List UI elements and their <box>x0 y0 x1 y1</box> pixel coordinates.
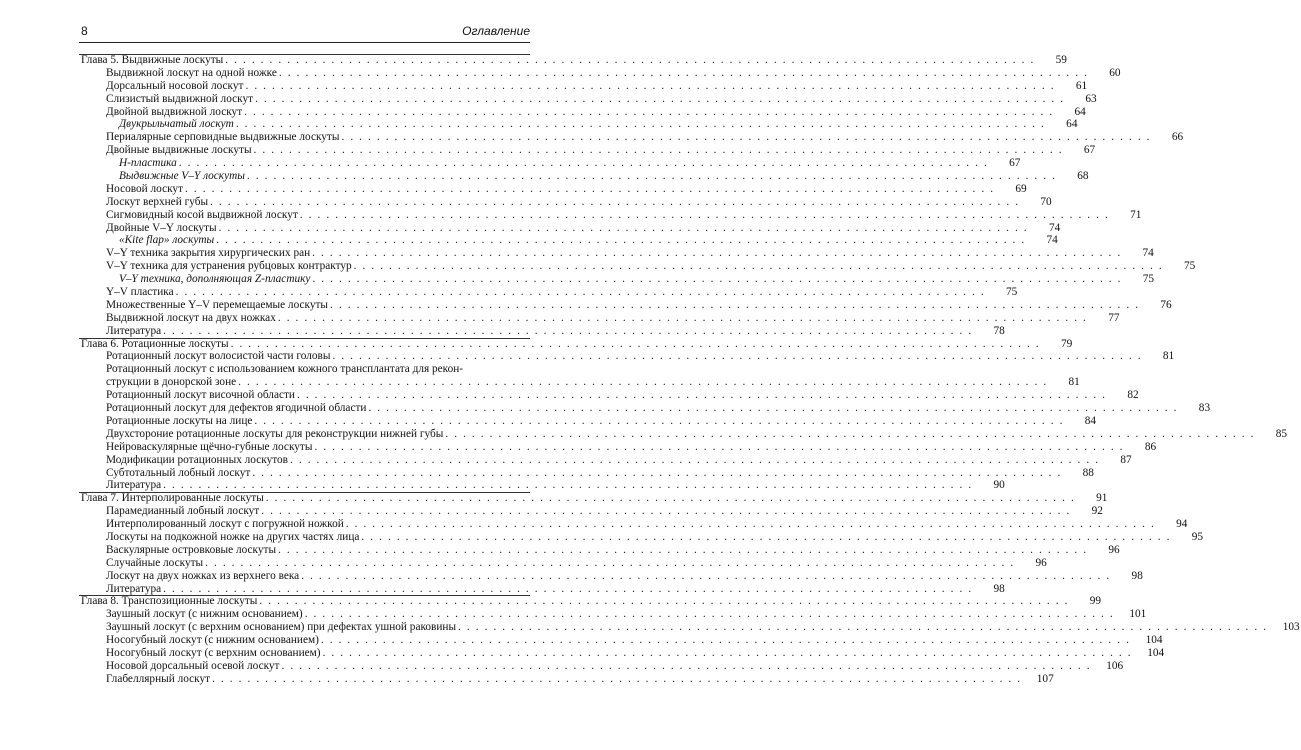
toc-page-number: 79 <box>1060 337 1073 350</box>
toc-entry-title: Заушный лоскут (с нижним основанием) <box>106 608 303 621</box>
toc-entry-title: Глава 7. Интерполированные лоскуты <box>81 492 264 505</box>
toc-entry <box>79 79 1088 93</box>
dot-leader: . . . . . . . . . . . . . . . . . . . . . . . . . . . . . . . . . . . . . . . . . . . . . . . . . . . . . . . . . . . . . . . . . . . . . . . . . . . . . . . . . . . . . . . . . . . . <box>205 556 1015 569</box>
toc-page-number: 77 <box>1108 311 1120 324</box>
toc-entry-title: Литература <box>106 582 162 595</box>
toc-entry-title: Носогубный лоскут (с нижним основанием) <box>106 634 319 647</box>
dot-leader: . . . . . . . . . . . . . . . . . . . . . . . . . . . . . . . . . . . . . . . . . . . . . . . . . . . . . . . . . . . . . . . . . . . . . . . . . . . . . . . . . . . . . . . . . . . . <box>238 376 1048 389</box>
toc-page-number: 60 <box>1109 66 1121 79</box>
toc-entry-title: Нейроваскулярные щёчно-губные лоскуты <box>106 440 313 453</box>
toc-entry <box>79 144 1096 157</box>
toc-entry <box>79 402 1211 415</box>
toc-entry-title: Субтотальный лобный лоскут <box>106 466 251 479</box>
dot-leader: . . . . . . . . . . . . . . . . . . . . . . . . . . . . . . . . . . . . . . . . . . . . . . . . . . . . . . . . . . . . . . . . . . . . . . . . . . . . . . . . . . . . . . . . . . . . <box>361 530 1172 543</box>
dot-leader: . . . . . . . . . . . . . . . . . . . . . . . . . . . . . . . . . . . . . . . . . . . . . . . . . . . . . . . . . . . . . . . . . . . . . . . . . . . . . . . . . . . . . . . . . . . . <box>278 66 1089 79</box>
dot-leader: . . . . . . . . . . . . . . . . . . . . . . . . . . . . . . . . . . . . . . . . . . . . . . . . . . . . . . . . . . . . . . . . . . . . . . . . . . . . . . . . . . . . . . . . . . . . <box>345 518 1156 531</box>
toc-entry <box>79 298 1172 312</box>
toc-entry <box>79 118 1078 131</box>
toc-page-number: 98 <box>993 582 1005 595</box>
chapter-divider <box>79 338 530 339</box>
toc-page-number: 87 <box>1120 453 1132 466</box>
dot-leader: . . . . . . . . . . . . . . . . . . . . . . . . . . . . . . . . . . . . . . . . . . . . . . . . . . . . . . . . . . . . . . . . . . . . . . . . . . . . . . . . . . . . . . . . . . . . <box>304 608 1115 621</box>
toc-page-number: 75 <box>1184 260 1196 273</box>
toc-page-number: 88 <box>1082 466 1094 479</box>
dot-leader: . . . . . . . . . . . . . . . . . . . . . . . . . . . . . . . . . . . . . . . . . . . . . . . . . . . . . . . . . . . . . . . . . . . . . . . . . . . . . . . . . . . . . . . . . . . . <box>341 131 1152 144</box>
dot-leader: . . . . . . . . . . . . . . . . . . . . . . . . . . . . . . . . . . . . . . . . . . . . . . . . . . . . . . . . . . . . . . . . . . . . . . . . . . . . . . . . . . . . . . . . . . . . <box>163 324 973 337</box>
toc-page-number: 68 <box>1077 170 1089 183</box>
toc-entry <box>79 543 1120 557</box>
toc-entry <box>79 105 1086 119</box>
toc-entry-title: Ротационный лоскут волосистой части головы <box>106 350 331 363</box>
toc-entry <box>79 92 1097 106</box>
toc-entry-title: Выдвижные V–Y лоскуты <box>119 170 245 183</box>
toc-page-number: 96 <box>1035 556 1047 569</box>
toc-entry-title: Лоскут на двух ножках из верхнего века <box>106 569 300 582</box>
toc-entry <box>79 440 1157 454</box>
toc-entry-title: Модификации ротационных лоскутов <box>106 453 288 466</box>
toc-entry-title: Носовой дорсальный осевой лоскут <box>106 659 280 672</box>
toc-entry-title: Литература <box>106 479 162 492</box>
toc-entry-title: Парамедианный лобный лоскут <box>106 505 260 518</box>
toc-entry-title-line1: Ротационный лоскут с использованием кожного трансплантата для рекон- <box>106 363 464 376</box>
toc-page-number: 101 <box>1129 608 1147 621</box>
toc-entry <box>79 350 1175 363</box>
toc-page-number: 59 <box>1055 54 1067 66</box>
dot-leader: . . . . . . . . . . . . . . . . . . . . . . . . . . . . . . . . . . . . . . . . . . . . . . . . . . . . . . . . . . . . . . . . . . . . . . . . . . . . . . . . . . . . . . . . . . . . <box>322 647 1133 659</box>
toc-page-number: 84 <box>1084 414 1097 427</box>
toc-entry <box>79 363 1080 389</box>
dot-leader: . . . . . . . . . . . . . . . . . . . . . . . . . . . . . . . . . . . . . . . . . . . . . . . . . . . . . . . . . . . . . . . . . . . . . . . . . . . . . . . . . . . . . . . . . . . . <box>230 337 1041 350</box>
page-number: 8 <box>81 24 88 38</box>
toc-entry-title: Двухстороние ротационные лоскуты для реконструкции нижней губы <box>106 427 444 440</box>
toc-entry-title: Носовой лоскут <box>106 182 184 195</box>
toc-page-number: 94 <box>1176 518 1188 531</box>
toc-entry <box>79 621 1300 634</box>
toc-page-number: 107 <box>1036 672 1054 685</box>
toc-entry-title: Глава 8. Транспозиционные лоскуты <box>81 595 258 608</box>
toc-entry-title: Двойной выдвижной лоскут <box>106 105 243 118</box>
toc-entry <box>79 466 1094 480</box>
toc-entry-title: Глабеллярный лоскут <box>106 672 211 685</box>
toc-entry-title: Двойные V–Y лоскуты <box>106 221 217 234</box>
toc-entry-title: Выдвижной лоскут на одной ножке <box>106 66 277 79</box>
toc-page-number: 81 <box>1068 376 1080 389</box>
dot-leader: . . . . . . . . . . . . . . . . . . . . . . . . . . . . . . . . . . . . . . . . . . . . . . . . . . . . . . . . . . . . . . . . . . . . . . . . . . . . . . . . . . . . . . . . . . . . <box>281 659 1092 672</box>
toc-entry-title: Глава 5. Выдвижные лоскуты <box>81 54 224 66</box>
table-of-contents <box>79 54 1300 686</box>
dot-leader: . . . . . . . . . . . . . . . . . . . . . . . . . . . . . . . . . . . . . . . . . . . . . . . . . . . . . . . . . . . . . . . . . . . . . . . . . . . . . . . . . . . . . . . . . . . . <box>353 260 1164 273</box>
toc-page-number: 99 <box>1089 595 1102 608</box>
toc-entry-title: Двукрыльчатый лоскут <box>119 118 234 131</box>
toc-entry-title: Y–V пластика <box>106 286 174 299</box>
toc-entry <box>79 518 1188 531</box>
toc-entry <box>79 556 1047 570</box>
toc-page-number: 103 <box>1282 621 1300 634</box>
toc-entry-title: Литература <box>106 324 162 337</box>
dot-leader: . . . . . . . . . . . . . . . . . . . . . . . . . . . . . . . . . . . . . . . . . . . . . . . . . . . . . . . . . . . . . . . . . . . . . . . . . . . . . . . . . . . . . . . . . . . . <box>235 118 1046 131</box>
toc-entry <box>79 530 1204 544</box>
toc-page-number: 74 <box>1142 247 1154 260</box>
toc-entry-title: V–Y техника, дополняющая Z-пластику <box>119 273 311 286</box>
toc-page-number: 70 <box>1040 195 1052 208</box>
dot-leader: . . . . . . . . . . . . . . . . . . . . . . . . . . . . . . . . . . . . . . . . . . . . . . . . . . . . . . . . . . . . . . . . . . . . . . . . . . . . . . . . . . . . . . . . . . . . <box>261 505 1071 518</box>
dot-leader: . . . . . . . . . . . . . . . . . . . . . . . . . . . . . . . . . . . . . . . . . . . . . . . . . . . . . . . . . . . . . . . . . . . . . . . . . . . . . . . . . . . . . . . . . . . . <box>210 195 1020 208</box>
dot-leader: . . . . . . . . . . . . . . . . . . . . . . . . . . . . . . . . . . . . . . . . . . . . . . . . . . . . . . . . . . . . . . . . . . . . . . . . . . . . . . . . . . . . . . . . . . . . <box>245 79 1056 92</box>
dot-leader: . . . . . . . . . . . . . . . . . . . . . . . . . . . . . . . . . . . . . . . . . . . . . . . . . . . . . . . . . . . . . . . . . . . . . . . . . . . . . . . . . . . . . . . . . . . . <box>246 170 1057 183</box>
toc-entry-title: Лоскуты на подкожной ножке на других частях лица <box>106 530 360 543</box>
toc-chapter <box>79 595 1102 608</box>
toc-entry-title: Слизистый выдвижной лоскут <box>106 92 254 105</box>
dot-leader: . . . . . . . . . . . . . . . . . . . . . . . . . . . . . . . . . . . . . . . . . . . . . . . . . . . . . . . . . . . . . . . . . . . . . . . . . . . . . . . . . . . . . . . . . . . . <box>163 479 973 492</box>
dot-leader: . . . . . . . . . . . . . . . . . . . . . . . . . . . . . . . . . . . . . . . . . . . . . . . . . . . . . . . . . . . . . . . . . . . . . . . . . . . . . . . . . . . . . . . . . . . . <box>445 427 1256 440</box>
toc-entry <box>79 427 1288 441</box>
toc-entry <box>79 182 1027 196</box>
toc-entry <box>79 247 1154 260</box>
dot-leader: . . . . . . . . . . . . . . . . . . . . . . . . . . . . . . . . . . . . . . . . . . . . . . . . . . . . . . . . . . . . . . . . . . . . . . . . . . . . . . . . . . . . . . . . . . . . <box>458 621 1268 634</box>
dot-leader: . . . . . . . . . . . . . . . . . . . . . . . . . . . . . . . . . . . . . . . . . . . . . . . . . . . . . . . . . . . . . . . . . . . . . . . . . . . . . . . . . . . . . . . . . . . . <box>296 389 1107 402</box>
toc-entry-title: Выдвижной лоскут на двух ножках <box>106 311 276 324</box>
dot-leader: . . . . . . . . . . . . . . . . . . . . . . . . . . . . . . . . . . . . . . . . . . . . . . . . . . . . . . . . . . . . . . . . . . . . . . . . . . . . . . . . . . . . . . . . . . . . <box>163 582 973 595</box>
toc-entry <box>79 582 1005 596</box>
page-header <box>79 20 530 43</box>
dot-leader: . . . . . . . . . . . . . . . . . . . . . . . . . . . . . . . . . . . . . . . . . . . . . . . . . . . . . . . . . . . . . . . . . . . . . . . . . . . . . . . . . . . . . . . . . . . . <box>254 414 1065 427</box>
toc-page-number: 71 <box>1130 208 1142 221</box>
toc-entry-title: Носогубный лоскут (с верхним основанием) <box>106 647 321 659</box>
dot-leader: . . . . . . . . . . . . . . . . . . . . . . . . . . . . . . . . . . . . . . . . . . . . . . . . . . . . . . . . . . . . . . . . . . . . . . . . . . . . . . . . . . . . . . . . . . . . <box>290 453 1100 466</box>
toc-page-number: 63 <box>1085 92 1097 105</box>
toc-page-number: 104 <box>1145 634 1163 647</box>
toc-entry-title: Ротационный лоскут височной области <box>106 389 295 402</box>
dot-leader: . . . . . . . . . . . . . . . . . . . . . . . . . . . . . . . . . . . . . . . . . . . . . . . . . . . . . . . . . . . . . . . . . . . . . . . . . . . . . . . . . . . . . . . . . . . . <box>265 492 1076 505</box>
toc-entry <box>79 131 1184 144</box>
dot-leader: . . . . . . . . . . . . . . . . . . . . . . . . . . . . . . . . . . . . . . . . . . . . . . . . . . . . . . . . . . . . . . . . . . . . . . . . . . . . . . . . . . . . . . . . . . . . <box>277 311 1088 324</box>
dot-leader: . . . . . . . . . . . . . . . . . . . . . . . . . . . . . . . . . . . . . . . . . . . . . . . . . . . . . . . . . . . . . . . . . . . . . . . . . . . . . . . . . . . . . . . . . . . . <box>259 595 1070 608</box>
toc-page-number: 64 <box>1074 105 1086 118</box>
toc-entry <box>79 608 1147 621</box>
toc-entry <box>79 569 1143 583</box>
toc-page-number: 98 <box>1131 569 1143 582</box>
toc-entry-title: Ротационный лоскут для дефектов ягодичной области <box>106 402 367 415</box>
dot-leader: . . . . . . . . . . . . . . . . . . . . . . . . . . . . . . . . . . . . . . . . . . . . . . . . . . . . . . . . . . . . . . . . . . . . . . . . . . . . . . . . . . . . . . . . . . . . <box>332 350 1143 363</box>
dot-leader: . . . . . . . . . . . . . . . . . . . . . . . . . . . . . . . . . . . . . . . . . . . . . . . . . . . . . . . . . . . . . . . . . . . . . . . . . . . . . . . . . . . . . . . . . . . . <box>218 221 1029 234</box>
dot-leader: . . . . . . . . . . . . . . . . . . . . . . . . . . . . . . . . . . . . . . . . . . . . . . . . . . . . . . . . . . . . . . . . . . . . . . . . . . . . . . . . . . . . . . . . . . . . <box>299 208 1110 221</box>
dot-leader: . . . . . . . . . . . . . . . . . . . . . . . . . . . . . . . . . . . . . . . . . . . . . . . . . . . . . . . . . . . . . . . . . . . . . . . . . . . . . . . . . . . . . . . . . . . . <box>252 466 1062 479</box>
toc-chapter <box>79 54 1067 67</box>
toc-page-number: 69 <box>1015 182 1027 195</box>
toc-page-number: 75 <box>1005 286 1018 299</box>
toc-entry <box>79 273 1155 286</box>
toc-entry-title: Ротационные лоскуты на лице <box>106 414 253 427</box>
toc-page-number: 81 <box>1162 350 1175 363</box>
toc-entry-title: H-пластика <box>119 157 177 170</box>
dot-leader: . . . . . . . . . . . . . . . . . . . . . . . . . . . . . . . . . . . . . . . . . . . . . . . . . . . . . . . . . . . . . . . . . . . . . . . . . . . . . . . . . . . . . . . . . . . . <box>312 273 1123 286</box>
dot-leader: . . . . . . . . . . . . . . . . . . . . . . . . . . . . . . . . . . . . . . . . . . . . . . . . . . . . . . . . . . . . . . . . . . . . . . . . . . . . . . . . . . . . . . . . . . . . <box>330 298 1140 311</box>
toc-entry <box>79 208 1142 222</box>
toc-entry-title: V–Y техника для устранения рубцовых контрактур <box>106 260 352 273</box>
toc-entry-title: Интерполированный лоскут с погружной ножкой <box>106 518 344 531</box>
chapter-divider <box>79 595 530 596</box>
toc-page-number: 64 <box>1066 118 1078 131</box>
toc-entry <box>79 157 1021 170</box>
running-title: Оглавление <box>462 24 530 38</box>
toc-entry-title: Дорсальный носовой лоскут <box>106 79 244 92</box>
toc-page-number: 85 <box>1275 427 1288 440</box>
toc-entry <box>79 672 1054 686</box>
toc-entry-title: Васкулярные островковые лоскуты <box>106 543 277 556</box>
toc-entry <box>79 389 1139 402</box>
toc-entry <box>79 234 1058 247</box>
toc-entry-title: V–Y техника закрытия хирургических ран <box>106 247 311 260</box>
toc-page-number: 104 <box>1147 647 1165 659</box>
toc-page-number: 95 <box>1191 530 1204 543</box>
dot-leader: . . . . . . . . . . . . . . . . . . . . . . . . . . . . . . . . . . . . . . . . . . . . . . . . . . . . . . . . . . . . . . . . . . . . . . . . . . . . . . . . . . . . . . . . . . . . <box>244 105 1054 118</box>
dot-leader: . . . . . . . . . . . . . . . . . . . . . . . . . . . . . . . . . . . . . . . . . . . . . . . . . . . . . . . . . . . . . . . . . . . . . . . . . . . . . . . . . . . . . . . . . . . . <box>178 157 989 170</box>
toc-page-number: 90 <box>993 479 1005 492</box>
toc-entry <box>79 221 1061 235</box>
toc-entry-title: Глава 6. Ротационные лоскуты <box>81 337 229 350</box>
toc-entry-title: Случайные лоскуты <box>106 556 204 569</box>
chapter-divider <box>79 492 530 493</box>
toc-entry <box>79 195 1052 209</box>
toc-page-number: 78 <box>993 324 1005 337</box>
dot-leader: . . . . . . . . . . . . . . . . . . . . . . . . . . . . . . . . . . . . . . . . . . . . . . . . . . . . . . . . . . . . . . . . . . . . . . . . . . . . . . . . . . . . . . . . . . . . <box>216 234 1026 247</box>
toc-page-number: 86 <box>1144 440 1157 453</box>
toc-chapter <box>79 337 1073 351</box>
toc-entry <box>79 66 1121 80</box>
dot-leader: . . . . . . . . . . . . . . . . . . . . . . . . . . . . . . . . . . . . . . . . . . . . . . . . . . . . . . . . . . . . . . . . . . . . . . . . . . . . . . . . . . . . . . . . . . . . <box>301 569 1111 582</box>
toc-page-number: 106 <box>1106 659 1124 672</box>
toc-page-number: 66 <box>1171 131 1184 144</box>
toc-page-number: 61 <box>1075 79 1088 92</box>
toc-entry <box>79 647 1165 660</box>
toc-entry <box>79 659 1124 673</box>
dot-leader: . . . . . . . . . . . . . . . . . . . . . . . . . . . . . . . . . . . . . . . . . . . . . . . . . . . . . . . . . . . . . . . . . . . . . . . . . . . . . . . . . . . . . . . . . . . . <box>253 144 1064 157</box>
toc-entry <box>79 453 1132 467</box>
dot-leader: . . . . . . . . . . . . . . . . . . . . . . . . . . . . . . . . . . . . . . . . . . . . . . . . . . . . . . . . . . . . . . . . . . . . . . . . . . . . . . . . . . . . . . . . . . . . <box>314 440 1125 453</box>
toc-page-number: 67 <box>1009 157 1021 170</box>
dot-leader: . . . . . . . . . . . . . . . . . . . . . . . . . . . . . . . . . . . . . . . . . . . . . . . . . . . . . . . . . . . . . . . . . . . . . . . . . . . . . . . . . . . . . . . . . . . . <box>312 247 1122 260</box>
toc-page-number: 74 <box>1046 234 1058 247</box>
toc-page-number: 74 <box>1048 221 1061 234</box>
toc-entry-title: Заушный лоскут (с верхним основанием) при дефектах ушной раковины <box>106 621 457 634</box>
dot-leader: . . . . . . . . . . . . . . . . . . . . . . . . . . . . . . . . . . . . . . . . . . . . . . . . . . . . . . . . . . . . . . . . . . . . . . . . . . . . . . . . . . . . . . . . . . . . <box>255 92 1065 105</box>
dot-leader: . . . . . . . . . . . . . . . . . . . . . . . . . . . . . . . . . . . . . . . . . . . . . . . . . . . . . . . . . . . . . . . . . . . . . . . . . . . . . . . . . . . . . . . . . . . . <box>320 634 1131 647</box>
dot-leader: . . . . . . . . . . . . . . . . . . . . . . . . . . . . . . . . . . . . . . . . . . . . . . . . . . . . . . . . . . . . . . . . . . . . . . . . . . . . . . . . . . . . . . . . . . . . <box>175 286 986 299</box>
toc-page-number: 83 <box>1198 402 1211 415</box>
toc-entry <box>79 311 1120 325</box>
toc-page-number: 96 <box>1108 543 1120 556</box>
toc-entry <box>79 479 1005 492</box>
toc-chapter <box>79 492 1108 505</box>
toc-page-number: 91 <box>1096 492 1108 505</box>
dot-leader: . . . . . . . . . . . . . . . . . . . . . . . . . . . . . . . . . . . . . . . . . . . . . . . . . . . . . . . . . . . . . . . . . . . . . . . . . . . . . . . . . . . . . . . . . . . . <box>278 543 1088 556</box>
toc-entry <box>79 414 1097 428</box>
toc-entry <box>79 170 1089 183</box>
toc-entry-title-line2: струкции в донорской зоне <box>106 376 237 389</box>
toc-entry-title: Сигмовидный косой выдвижной лоскут <box>106 208 298 221</box>
toc-entry-title: Двойные выдвижные лоскуты <box>106 144 252 157</box>
toc-page-number: 82 <box>1127 389 1139 402</box>
dot-leader: . . . . . . . . . . . . . . . . . . . . . . . . . . . . . . . . . . . . . . . . . . . . . . . . . . . . . . . . . . . . . . . . . . . . . . . . . . . . . . . . . . . . . . . . . . . . <box>212 672 1022 685</box>
dot-leader: . . . . . . . . . . . . . . . . . . . . . . . . . . . . . . . . . . . . . . . . . . . . . . . . . . . . . . . . . . . . . . . . . . . . . . . . . . . . . . . . . . . . . . . . . . . . <box>225 54 1035 66</box>
toc-entry-title: Множественные Y–V перемещаемые лоскуты <box>106 298 329 311</box>
toc-entry-title: Периалярные серповидные выдвижные лоскуты <box>106 131 340 144</box>
toc-page-number: 67 <box>1083 144 1096 157</box>
toc-entry <box>79 324 1005 338</box>
chapter-divider <box>79 54 530 55</box>
toc-page-number: 76 <box>1160 298 1172 311</box>
toc-entry-title: Лоскут верхней губы <box>106 195 209 208</box>
toc-entry <box>79 505 1103 518</box>
toc-entry <box>79 260 1196 273</box>
toc-page-number: 92 <box>1091 505 1103 518</box>
toc-entry <box>79 634 1163 647</box>
toc-entry <box>79 286 1018 299</box>
dot-leader: . . . . . . . . . . . . . . . . . . . . . . . . . . . . . . . . . . . . . . . . . . . . . . . . . . . . . . . . . . . . . . . . . . . . . . . . . . . . . . . . . . . . . . . . . . . . <box>185 182 995 195</box>
toc-entry-title: «Kite flap» лоскуты <box>119 234 215 247</box>
toc-page-number: 75 <box>1142 273 1155 286</box>
dot-leader: . . . . . . . . . . . . . . . . . . . . . . . . . . . . . . . . . . . . . . . . . . . . . . . . . . . . . . . . . . . . . . . . . . . . . . . . . . . . . . . . . . . . . . . . . . . . <box>368 402 1179 415</box>
